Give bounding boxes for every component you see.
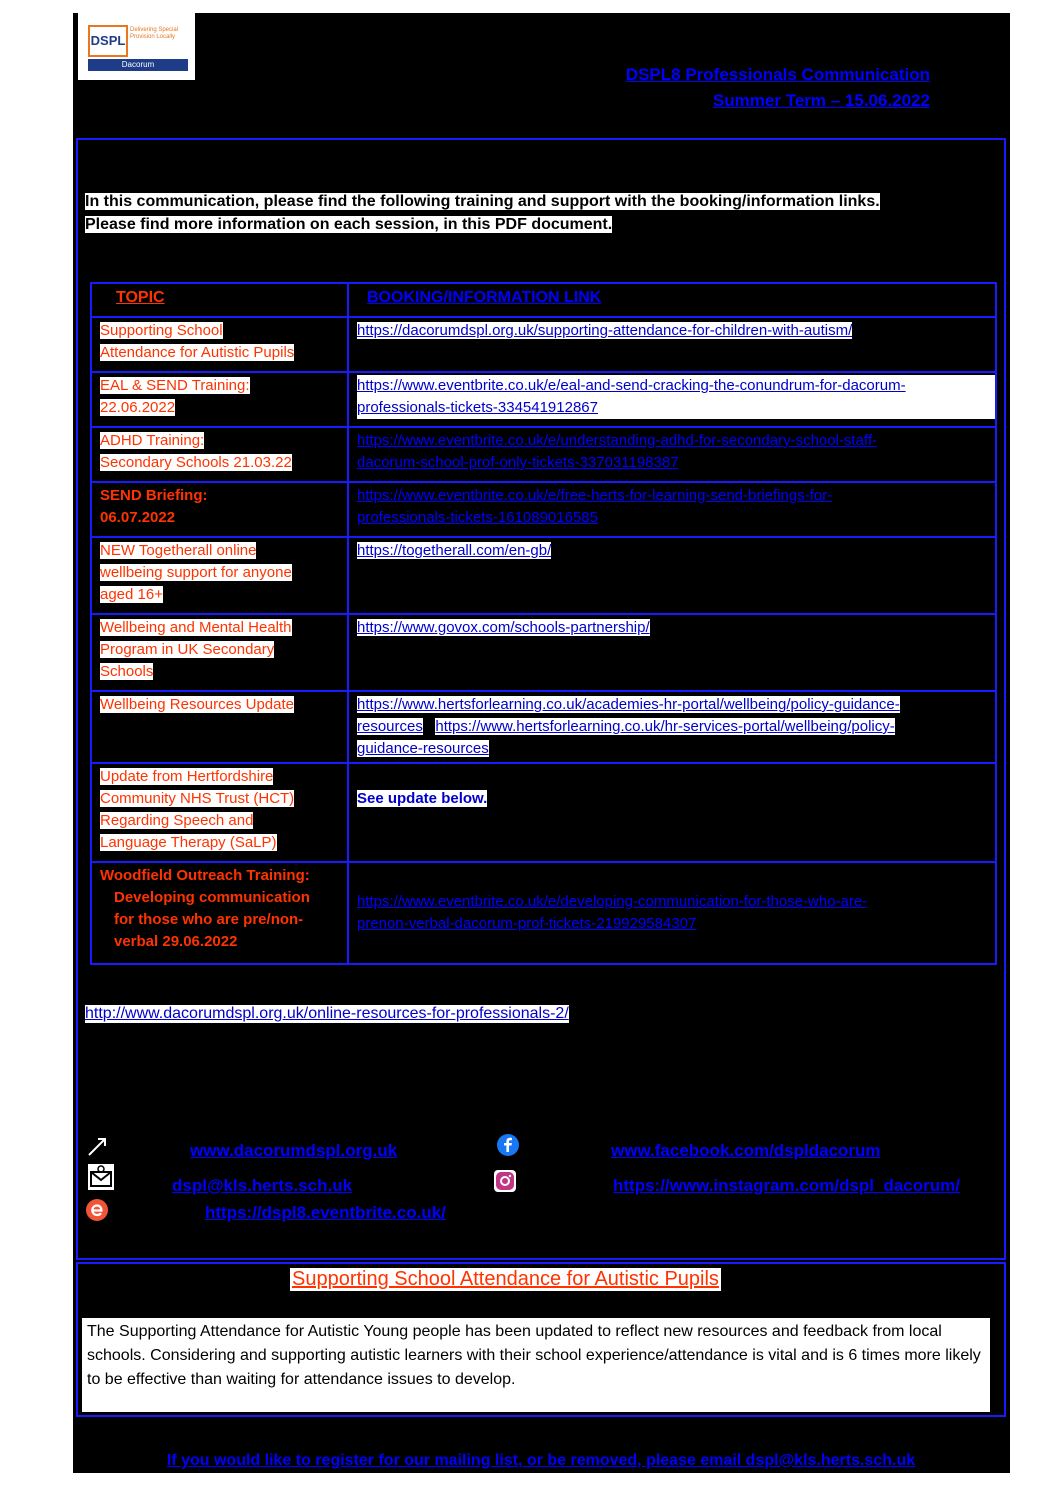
logo-band: Dacorum xyxy=(88,59,188,71)
topic-line: Wellbeing and Mental Health xyxy=(100,619,292,636)
table-row xyxy=(91,482,996,537)
instagram-icon[interactable] xyxy=(494,1170,516,1192)
header-date: Summer Term – 15.06.2022 xyxy=(712,91,930,110)
table-row xyxy=(91,763,996,862)
topic-cell xyxy=(91,537,348,614)
facebook-icon[interactable] xyxy=(497,1134,519,1156)
topic-line: Secondary Schools 21.03.22 xyxy=(100,454,292,471)
topic-line: Update from Hertfordshire xyxy=(100,768,274,785)
link-cell xyxy=(348,691,996,763)
booking-link-cont[interactable]: resources xyxy=(357,718,423,735)
booking-link-cont[interactable]: professionals-tickets-161089016585 xyxy=(357,509,598,526)
link-cell xyxy=(348,317,996,372)
topic-cell xyxy=(91,482,348,537)
web-cursor-icon xyxy=(86,1136,108,1158)
topic-line: Program in UK Secondary xyxy=(100,641,275,658)
link-cell xyxy=(348,763,996,862)
topic-line: 06.07.2022 xyxy=(100,509,176,526)
booking-link[interactable]: https://www.eventbrite.co.uk/e/free-herts-for-learning-send-briefings-for- xyxy=(357,487,833,504)
facebook-link[interactable]: www.facebook.com/dspldacorum xyxy=(611,1141,881,1160)
topic-line: 22.06.2022 xyxy=(100,399,176,416)
topic-line: ADHD Training: xyxy=(100,432,205,449)
table-row xyxy=(91,537,996,614)
link-cell xyxy=(348,537,996,614)
table-header-row xyxy=(91,283,996,317)
booking-link[interactable]: https://www.govox.com/schools-partnership/ xyxy=(357,619,650,636)
link-cell xyxy=(348,427,996,482)
booking-link-2-cont[interactable]: guidance-resources xyxy=(357,740,489,757)
booking-link[interactable]: https://www.eventbrite.co.uk/e/developing-communication-for-those-who-are- xyxy=(357,893,868,910)
topic-line: verbal 29.06.2022 xyxy=(114,933,238,950)
topic-line: wellbeing support for anyone xyxy=(100,564,292,581)
booking-link-cont[interactable]: professionals-tickets-334541912867 xyxy=(357,399,598,416)
booking-link-2[interactable]: https://www.hertsforlearning.co.uk/hr-services-portal/wellbeing/policy- xyxy=(435,718,895,735)
link-highlight xyxy=(357,375,995,419)
link-cell xyxy=(348,614,996,691)
topic-line: EAL & SEND Training: xyxy=(100,377,250,394)
topic-line: Wellbeing Resources Update xyxy=(100,696,294,713)
booking-link-cont[interactable]: prenon-verbal-dacorum-prof-tickets-219929584307 xyxy=(357,915,697,932)
topic-line: NEW Togetherall online xyxy=(100,542,257,559)
mailing-list-footer: If you would like to register for our mailing list, or be removed, please email dspl@kls.herts.sch.uk xyxy=(166,1452,916,1469)
topic-line: Woodfield Outreach Training: xyxy=(100,867,310,884)
table-row xyxy=(91,614,996,691)
link-cell xyxy=(348,862,996,964)
intro-line-2: Please find more information on each session, in this PDF document. xyxy=(85,216,613,233)
topic-line: SEND Briefing: xyxy=(100,487,208,504)
topic-line: Developing communication xyxy=(114,889,310,906)
email-link[interactable]: dspl@kls.herts.sch.uk xyxy=(172,1176,353,1195)
topic-cell xyxy=(91,372,348,427)
topic-line: for those who are pre/non- xyxy=(114,911,304,928)
booking-link[interactable]: https://dacorumdspl.org.uk/supporting-attendance-for-children-with-autism/ xyxy=(357,322,853,339)
booking-link-cont[interactable]: dacorum-school-prof-only-tickets-337031198387 xyxy=(357,454,679,471)
topic-line: Attendance for Autistic Pupils xyxy=(100,344,295,361)
intro-text xyxy=(85,190,955,236)
email-icon xyxy=(88,1164,114,1190)
topic-cell xyxy=(91,614,348,691)
topic-cell xyxy=(91,317,348,372)
instagram-link[interactable]: https://www.instagram.com/dspl_dacorum/ xyxy=(613,1176,960,1195)
booking-link[interactable]: https://togetherall.com/en-gb/ xyxy=(357,542,552,559)
topic-cell xyxy=(91,862,348,964)
topic-line: Supporting School xyxy=(100,322,223,339)
eventbrite-icon[interactable] xyxy=(86,1199,108,1221)
online-resources-link[interactable]: http://www.dacorumdspl.org.uk/online-resources-for-professionals-2/ xyxy=(85,1005,569,1022)
logo-mark: DSPL xyxy=(88,25,128,57)
table-row xyxy=(91,317,996,372)
see-update-text: See update below. xyxy=(357,789,488,807)
topic-line: Schools xyxy=(100,663,154,680)
topic-line: Community NHS Trust (HCT) xyxy=(100,790,295,807)
topic-cell xyxy=(91,691,348,763)
eventbrite-link[interactable]: https://dspl8.eventbrite.co.uk/ xyxy=(205,1203,446,1222)
table-row xyxy=(91,427,996,482)
topic-line: Regarding Speech and xyxy=(100,812,254,829)
website-link[interactable]: www.dacorumdspl.org.uk xyxy=(190,1141,398,1160)
topic-column-header: TOPIC xyxy=(91,283,348,317)
booking-link[interactable]: https://www.hertsforlearning.co.uk/academies-hr-portal/wellbeing/policy-guidance- xyxy=(357,696,900,713)
topic-line: aged 16+ xyxy=(100,586,163,603)
attendance-section-title: Supporting School Attendance for Autistic Pupils xyxy=(292,1268,719,1290)
logo-tagline: Delivering Special Provision Locally xyxy=(130,27,179,40)
dspl-logo xyxy=(78,13,195,80)
topic-cell xyxy=(91,427,348,482)
topic-line: Language Therapy (SaLP) xyxy=(100,834,277,851)
table-row xyxy=(91,862,996,964)
link-cell xyxy=(348,482,996,537)
topics-table xyxy=(90,282,997,965)
booking-link[interactable]: https://www.eventbrite.co.uk/e/understanding-adhd-for-secondary-school-staff- xyxy=(357,432,877,449)
intro-line-1: In this communication, please find the following training and support with the booking/information links. xyxy=(85,193,880,210)
header-title: DSPL8 Professionals Communication xyxy=(625,65,930,84)
table-row xyxy=(91,691,996,763)
link-cell xyxy=(348,372,996,427)
link-column-header: BOOKING/INFORMATION LINK xyxy=(348,283,996,317)
topic-cell xyxy=(91,763,348,862)
table-row xyxy=(91,372,996,427)
attendance-section-body: The Supporting Attendance for Autistic Young people has been updated to reflect new resources and feedback from local schools. Considering and supporting autistic learners with their school experience/attendance is vital and is 6 times more likely to be effective than waiting for attendance issues to develop. xyxy=(82,1318,990,1412)
booking-link[interactable]: https://www.eventbrite.co.uk/e/eal-and-send-cracking-the-conundrum-for-dacorum- xyxy=(357,377,906,394)
